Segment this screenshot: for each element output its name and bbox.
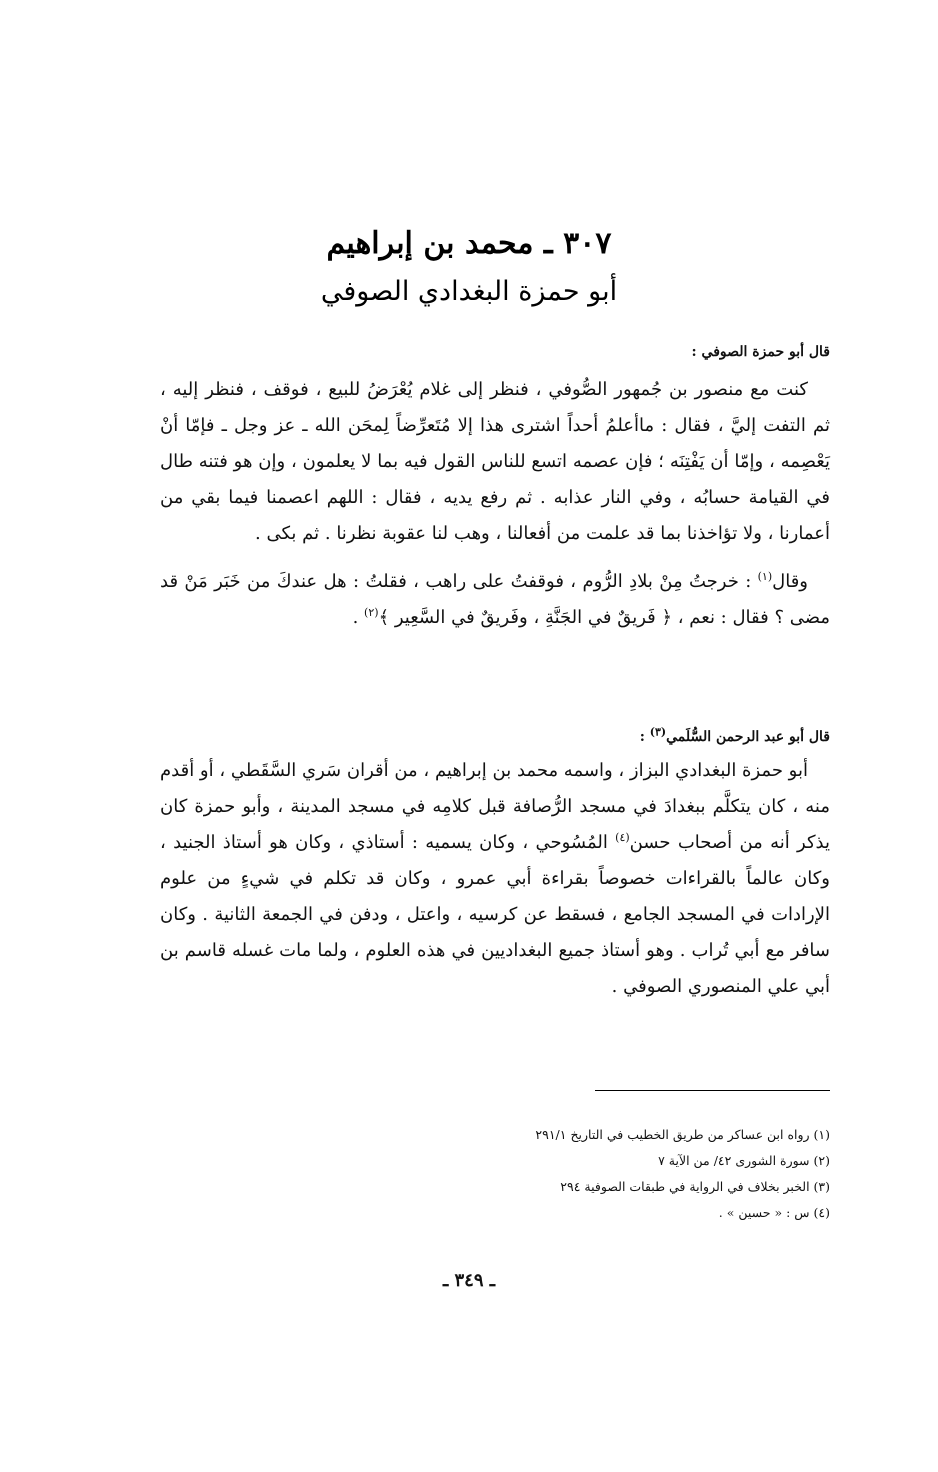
entry-title: ٣٠٧ ـ محمد بن إبراهيم — [326, 226, 612, 261]
footnote-marker: (٣) — [649, 725, 667, 739]
footnote-item: (١) رواه ابن عساكر من طريق الخطيب في التاريخ ٢٩١/١ — [535, 1127, 830, 1142]
speaker-text: : — [639, 729, 650, 745]
footnotes — [380, 1122, 830, 1226]
paragraph — [160, 564, 830, 636]
speaker-line: قال أبو حمزة الصوفي : — [691, 344, 830, 360]
speaker-line — [160, 725, 830, 749]
footnote-item: (٤) س : « حسين » . — [718, 1205, 830, 1220]
page-number: ـ ٣٤٩ ـ — [442, 1270, 496, 1291]
footnote-marker: (٤) — [615, 831, 630, 844]
paragraph-text: . — [352, 607, 365, 628]
section-2 — [160, 725, 830, 1005]
paragraph-text: أبو حمزة البغدادي البزاز ، واسمه محمد بن إبراهيم ، من أقران سَري السَّقَطي ، أو أقدم منه ، كان يتكلَّم ببغدادَ في مسجد الرُّصافة قبل كلامِه في مسجد المدينة ، وأبو حمزة كان يذكر أنه من أصحاب حسن — [160, 760, 830, 853]
footnote-divider — [595, 1090, 830, 1091]
paragraph-text: : خرجتُ مِنْ بلادِ الرُّوم ، فوقفتُ على راهب ، فقلتُ : هل عندكَ من خَبَر مَنْ قد مضى ؟ فقال : نعم ، ﴿ فَريقٌ في الجَنَّةِ ، وفَريقٌ في السَّعِير ﴾ — [160, 571, 830, 628]
footnote-item: (٢) سورة الشورى ٤٢/ من الآية ٧ — [658, 1153, 830, 1168]
paragraph: كنت مع منصور بن جُمهور الصُّوفي ، فنظر إلى غلام يُعْرَضُ للبيع ، فوقف ، فنظر إليه ، ثم التفت إليَّ ، فقال : ماأعلمُ أحداً اشترى هذا إلا مُتَعرِّضاً لِمحَن الله ـ عز وجل ـ فإمّا أنْ يَعْصِمه ، وإمّا أن يَفْتِنَه ؛ فإن عصمه اتسع للناس القول فيه بما لا يعلمون ، وإن هو فتنه طال في القيامة حسابُه ، وفي النار عذابه . ثم رفع يديه ، فقال : اللهم اعصمنا فيما بقي من أعمارنا ، ولا تؤاخذنا بما قد علمت من أفعالنا ، وهب لنا عقوبة نظرنا . ثم بكى . — [160, 379, 830, 544]
footnote-marker: (٢) — [364, 606, 379, 619]
footnote-marker: (١) — [757, 570, 773, 583]
entry-subtitle: أبو حمزة البغدادي الصوفي — [320, 276, 618, 307]
section-1 — [160, 340, 830, 636]
paragraph-text: المُسُوحي ، وكان يسميه : أستاذي ، وكان هو أستاذ الجنيد ، وكان عالماً بالقراءات خصوصاً بقراءة أبي عمرو ، وكان قد تكلم في شيءٍ من علوم الإرادات في المسجد الجامع ، فسقط عن كرسيه ، واعتل ، ودفن في الجمعة الثانية . وكان سافر مع أبي تُراب . وهو أستاذ جميع البغداديين في هذه العلوم ، ولما مات غسله قاسم بن أبي علي المنصوري الصوفي . — [160, 832, 830, 997]
footnote-item: (٣) الخبر بخلاف في الرواية في طبقات الصوفية ٢٩٤ — [560, 1179, 830, 1194]
paragraph — [160, 753, 830, 1005]
speaker-text: قال أبو عبد الرحمن السُّلَمي — [666, 729, 830, 745]
paragraph-text: وقال — [772, 571, 808, 592]
